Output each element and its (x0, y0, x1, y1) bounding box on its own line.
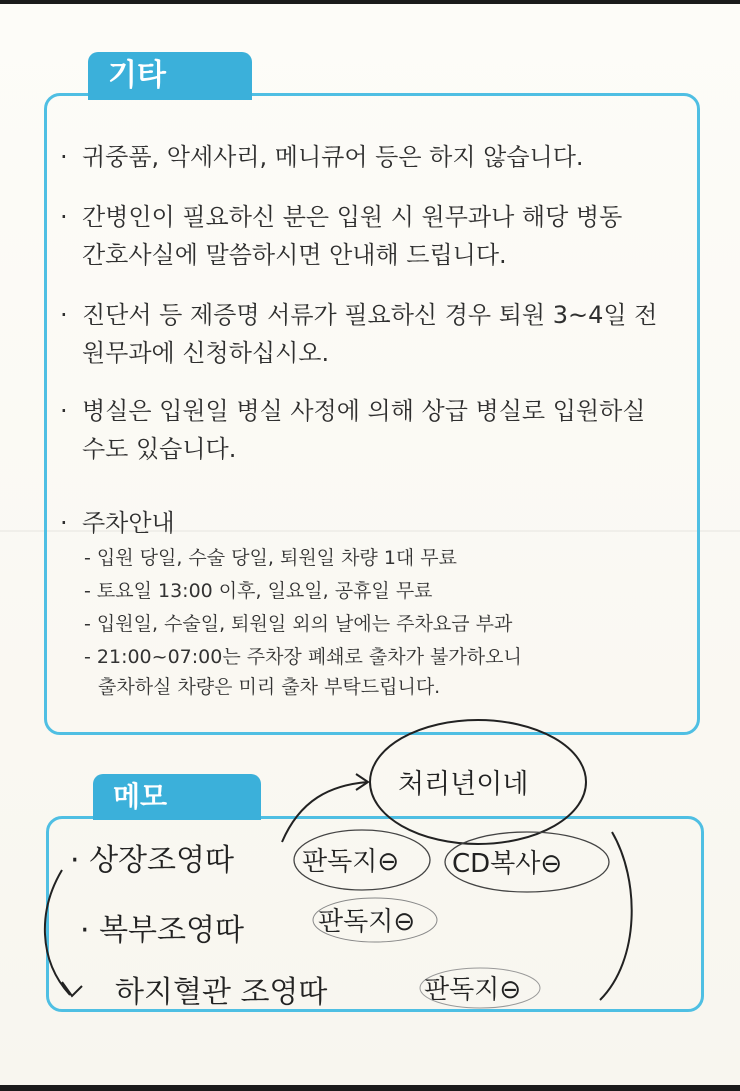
parking-item-2: - 토요일 13:00 이후, 일요일, 공휴일 무료 (84, 580, 433, 602)
etc-item-1-line-1: 귀중품, 악세사리, 메니큐어 등은 하지 않습니다. (82, 143, 584, 171)
bullet-icon: · (60, 301, 68, 329)
etc-item-2-line-2: 간호사실에 말씀하시면 안내해 드립니다. (82, 241, 507, 269)
etc-item-3-line-1: 진단서 등 제증명 서류가 필요하신 경우 퇴원 3~4일 전 (82, 301, 658, 329)
parking-item-4-line-2: 출차하실 차량은 미리 출차 부탁드립니다. (98, 676, 441, 698)
bullet-icon: · (60, 203, 68, 231)
bullet-icon: · (60, 143, 68, 171)
memo-bubble-text: 처리년이네 (398, 769, 529, 800)
etc-item-3-line-2: 원무과에 신청하십시오. (82, 339, 330, 367)
scan-edge-bottom (0, 1085, 740, 1091)
arrow-curve-icon (282, 782, 368, 842)
memo-line-1-note-2: CD복사⊖ (452, 849, 563, 879)
memo-line-3-note: 판독지⊖ (424, 975, 522, 1005)
memo-section-title: 메모 (93, 774, 261, 820)
bullet-icon: · (60, 509, 68, 537)
parking-item-1: - 입원 당일, 수술 당일, 퇴원일 차량 1대 무료 (84, 547, 458, 569)
bullet-icon: · (60, 397, 68, 425)
memo-line-1: · 상장조영따 (70, 843, 234, 878)
etc-section-title: 기타 (88, 52, 252, 100)
memo-line-3: 하지혈관 조영따 (115, 975, 328, 1010)
etc-item-4-line-2: 수도 있습니다. (82, 435, 237, 463)
memo-line-1-note-1: 판독지⊖ (302, 847, 400, 877)
left-bracket-icon (45, 870, 70, 995)
etc-item-4-line-1: 병실은 입원일 병실 사정에 의해 상급 병실로 입원하실 (82, 397, 646, 425)
memo-line-2-note: 판독지⊖ (318, 907, 416, 937)
right-bracket-icon (600, 832, 632, 1000)
parking-item-4-line-1: - 21:00~07:00는 주차장 폐쇄로 출차가 불가하오니 (84, 646, 522, 668)
memo-line-2: · 복부조영따 (80, 913, 244, 948)
parking-title: 주차안내 (82, 509, 175, 537)
parking-item-3: - 입원일, 수술일, 퇴원일 외의 날에는 주차요금 부과 (84, 613, 513, 635)
etc-item-2-line-1: 간병인이 필요하신 분은 입원 시 원무과나 해당 병동 (82, 203, 623, 231)
